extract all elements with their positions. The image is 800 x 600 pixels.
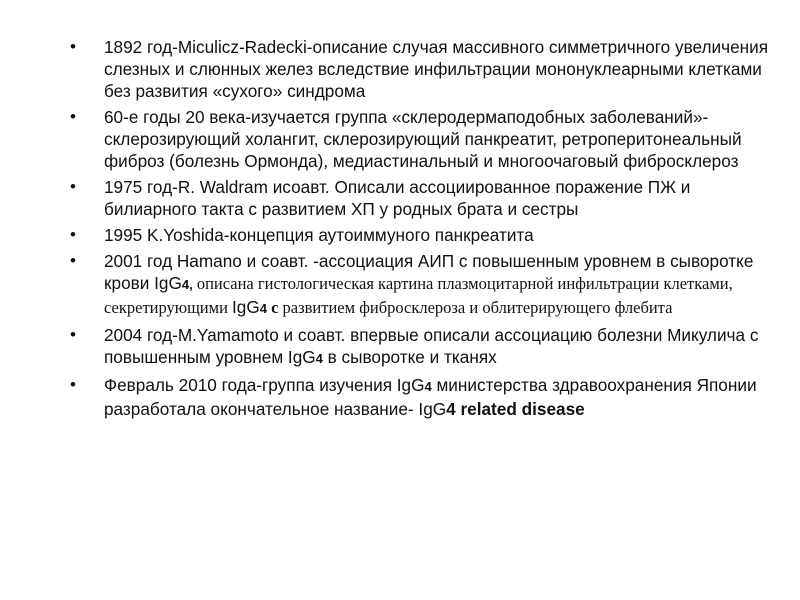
list-item [70,250,770,320]
list-item-text: 1892 год-Miculicz-Radecki-описание случая массивного симметричного увеличения слезных и слюнных желез вследствие инфильтрации мононуклеарными клетками без развития «сухого» синдрома [104,37,769,101]
list-item-text: 2004 год-M.Yamamoto и соавт. впервые описали ассоциацию болезни Микулича с повышенным уровнем IgG [104,325,759,367]
list-item-text: Февраль 2010 года-группа изучения IgG [104,375,425,395]
bullet-icon: • [70,107,76,126]
subscript-text: 4, [181,277,193,292]
bold-text: 4 related disease [446,399,585,419]
list-item-text: 1975 год-R. Waldram исоавт. Описали ассоциированное поражение ПЖ и билиарного такта с развитием ХП у родных брата и сестры [104,177,691,219]
subscript-text: 4 [315,351,323,366]
list-item [70,106,770,172]
bullet-icon: • [70,375,76,394]
list-item [70,224,770,246]
list-item-text: 60-е годы 20 века-изучается группа «склеродермаподобных заболеваний»-склерозирующий холангит, склерозирующий панкреатит, ретроперитонеальный фиброз (болезнь Ормонда), медиастинальный и многоочаговый фибросклероз [104,107,742,171]
bullet-icon: • [70,251,76,270]
list-item [70,324,770,370]
list-item-text: 2001 год Hamano и соавт. -ассоциация АИП с повышенным уровнем в сыворотке крови IgG [104,251,754,293]
serif-text: описана гистологическая картина плазмоцитарной инфильтрации клетками, секретирующими [104,274,733,317]
list-item [70,36,770,102]
bullet-icon: • [70,177,76,196]
list-item-text: министерства здравоохранения Японии разработала окончательное название- IgG [104,375,757,419]
list-item [70,176,770,220]
subscript-text: 4 [259,301,267,316]
bullet-icon: • [70,37,76,56]
bullet-icon: • [70,225,76,244]
list-item-text: IgG [232,297,260,317]
subscript-text: 4 [424,379,432,394]
list-item [70,374,770,420]
serif-text: с [266,298,279,317]
list-item-text: 1995 K.Yoshida-концепция аутоиммуного панкреатита [104,225,534,245]
list-item-text: в сыворотке и тканях [322,347,497,367]
bullet-icon: • [70,325,76,344]
bullet-list [70,36,770,424]
serif-text: развитием фибросклероза и облитерирующего флебита [278,298,673,317]
